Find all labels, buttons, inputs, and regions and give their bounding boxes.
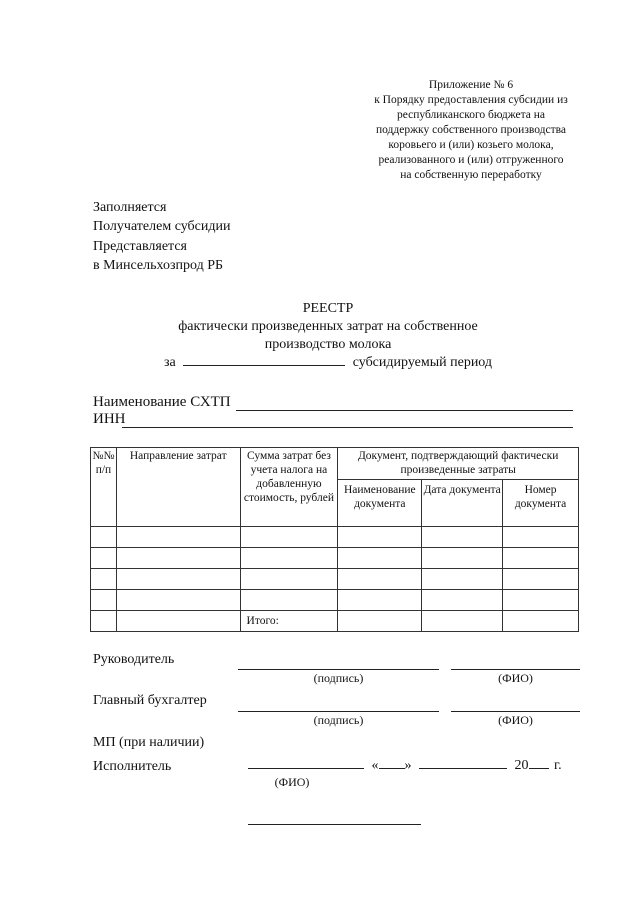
title-line2: производство молока: [264, 337, 392, 352]
appendix-line: к Порядку предоставления субсидии из: [374, 94, 568, 106]
submitted-to-line1: Представляется: [93, 239, 187, 254]
table-cell[interactable]: [116, 527, 240, 548]
table-cell[interactable]: [240, 569, 338, 590]
header-document: Документ, подтверждающий фактически произведенные затраты: [338, 448, 579, 480]
subheader-doc-name: Наименование документа: [338, 480, 422, 527]
table-cell[interactable]: [116, 569, 240, 590]
year-prefix: 20: [514, 758, 529, 773]
org-name-blank[interactable]: [236, 410, 573, 411]
period-blank[interactable]: [183, 365, 345, 366]
period-suffix: субсидируемый период: [352, 355, 493, 370]
header-sum: Сумма затрат без учета налога на добавленную стоимость, рублей: [240, 448, 338, 527]
table-cell[interactable]: [116, 590, 240, 611]
head-fio-caption: (ФИО): [498, 671, 533, 685]
appendix-note: [340, 78, 602, 183]
org-inn-row: [93, 411, 126, 428]
table-cell[interactable]: [338, 590, 422, 611]
accountant-label: Главный бухгалтер: [93, 693, 207, 708]
appendix-line: Приложение № 6: [428, 79, 514, 91]
table-cell[interactable]: [503, 611, 579, 632]
register-table: [90, 447, 579, 632]
appendix-line: коровьего и (или) козьего молока,: [388, 139, 554, 151]
table-header-row: [91, 448, 579, 480]
head-label: Руководитель: [93, 652, 175, 667]
table-row: [91, 527, 579, 548]
executor-fio-caption: (ФИО): [274, 775, 310, 789]
date-year-blank[interactable]: [529, 768, 549, 769]
title-line1: фактически произведенных затрат на собственное: [178, 319, 478, 334]
table-cell[interactable]: [422, 569, 503, 590]
table-cell[interactable]: [240, 527, 338, 548]
org-name-label: Наименование СХТП: [93, 394, 231, 410]
table-cell[interactable]: [91, 590, 117, 611]
table-cell[interactable]: [422, 548, 503, 569]
year-suffix: г.: [554, 758, 562, 773]
appendix-line: республиканского бюджета на: [396, 109, 546, 121]
accountant-fio-blank[interactable]: [451, 711, 580, 712]
executor-signature-blank[interactable]: [248, 824, 421, 825]
head-signature-blank[interactable]: [238, 669, 439, 670]
table-cell[interactable]: [91, 527, 117, 548]
table-total-row: [91, 611, 579, 632]
org-inn-blank[interactable]: [122, 427, 573, 428]
table-row: [91, 590, 579, 611]
stamp-label: МП (при наличии): [93, 735, 205, 750]
document-title: [120, 300, 536, 372]
appendix-line: на собственную переработку: [400, 169, 542, 181]
table-cell[interactable]: [503, 548, 579, 569]
table-cell[interactable]: [338, 611, 422, 632]
period-prefix: за: [163, 355, 176, 370]
accountant-fio-caption: (ФИО): [498, 713, 533, 727]
accountant-signature-blank[interactable]: [238, 711, 439, 712]
table-cell[interactable]: [503, 527, 579, 548]
table-cell[interactable]: [338, 548, 422, 569]
subheader-doc-date: Дата документа: [422, 480, 503, 527]
table-cell[interactable]: [116, 611, 240, 632]
table-row: [91, 569, 579, 590]
subheader-doc-number: Номер документа: [503, 480, 579, 527]
appendix-line: реализованного и (или) отгруженного: [378, 154, 564, 166]
header-num: №№ п/п: [91, 448, 117, 527]
submitted-to-note: [93, 237, 223, 275]
table-cell[interactable]: [422, 590, 503, 611]
org-inn-label: ИНН: [93, 411, 126, 427]
table-cell[interactable]: [240, 548, 338, 569]
accountant-signature-caption: (подпись): [313, 713, 364, 727]
head-signature-caption: (подпись): [313, 671, 364, 685]
table-cell[interactable]: [91, 611, 117, 632]
org-name-row: [93, 394, 231, 411]
date-day-blank[interactable]: [379, 768, 405, 769]
header-direction: Направление затрат: [116, 448, 240, 527]
appendix-line: поддержку собственного производства: [375, 124, 567, 136]
table-cell[interactable]: [338, 569, 422, 590]
title-heading: РЕЕСТР: [302, 301, 354, 316]
table-cell[interactable]: [503, 569, 579, 590]
table-cell[interactable]: [338, 527, 422, 548]
total-label: Итого:: [240, 611, 338, 632]
table-cell[interactable]: [116, 548, 240, 569]
table-row: [91, 548, 579, 569]
filled-by-note: [93, 198, 230, 236]
table-cell[interactable]: [422, 527, 503, 548]
executor-label: Исполнитель: [93, 759, 172, 774]
date-open-quote: «: [371, 758, 379, 773]
executor-date-row: [248, 758, 562, 774]
executor-fio-blank[interactable]: [248, 768, 364, 769]
date-close-quote: »: [404, 758, 412, 773]
filled-by-line1: Заполняется: [93, 200, 167, 215]
date-month-blank[interactable]: [419, 768, 507, 769]
head-fio-blank[interactable]: [451, 669, 580, 670]
title-period: [120, 354, 536, 372]
filled-by-line2: Получателем субсидии: [93, 219, 231, 234]
table-cell[interactable]: [503, 590, 579, 611]
table-cell[interactable]: [240, 590, 338, 611]
submitted-to-line2: в Минсельхозпрод РБ: [93, 258, 224, 273]
table-cell[interactable]: [91, 548, 117, 569]
table-cell[interactable]: [422, 611, 503, 632]
table-cell[interactable]: [91, 569, 117, 590]
